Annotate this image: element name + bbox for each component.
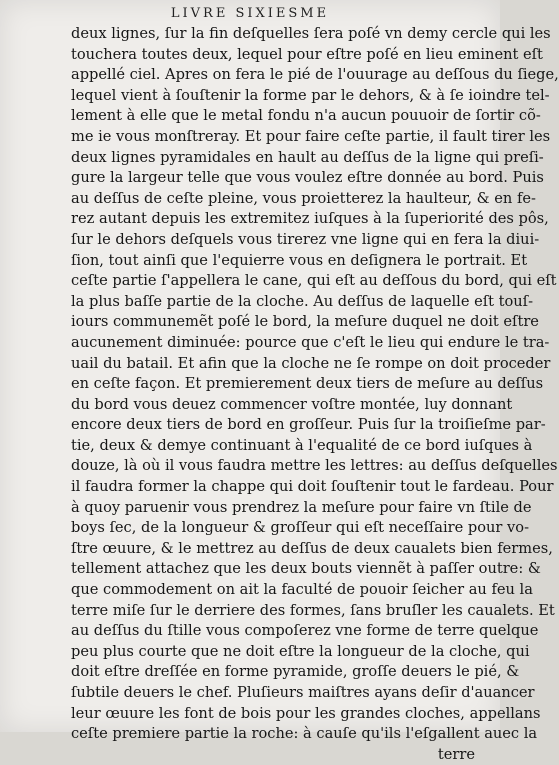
text-line: me ie vous monſtreray. Et pour faire ceſte partie, il fault tirer les	[71, 127, 551, 145]
text-line: que commodement on ait la faculté de pouoir ſeicher au feu la	[71, 581, 533, 599]
text-line: il faudra former la chappe qui doit ſouſtenir tout le fardeau. Pour	[71, 478, 554, 496]
body-text	[71, 24, 559, 765]
text-line: iours communemẽt poſé le bord, la meſure duquel ne doit eſtre	[71, 313, 539, 331]
text-line: ceſte premiere partie la roche: à cauſe qu'ils l'eſgallent auec la	[71, 725, 538, 743]
text-line: ſur le dehors deſquels vous tirerez vne ligne qui en fera la diui-	[71, 230, 540, 248]
text-line: deux lignes pyramidales en hault au deſſus de la ligne qui preſi-	[71, 148, 544, 166]
text-line: touchera toutes deux, lequel pour eſtre poſé en lieu eminent eſt	[71, 45, 543, 63]
text-line: ſtre œuure, & le mettrez au deſſus de deux caualets bien fermes,	[71, 539, 553, 557]
text-line: douze, là où il vous faudra mettre les lettres: au deſſus deſquelles	[71, 457, 558, 475]
text-line: lequel vient à ſouſtenir la forme par le dehors, & à ſe ioindre tel-	[71, 86, 550, 104]
text-line: terre	[437, 745, 475, 763]
text-line: tie, deux & demye continuant à l'equalité de ce bord iuſques à	[71, 436, 533, 454]
running-header: LIVRE SIXIESME	[170, 6, 330, 21]
text-line: terre miſe ſur le derriere des formes, ſans bruſler les caualets. Et	[71, 601, 555, 619]
text-line: à quoy paruenir vous prendrez la meſure pour faire vn ſtile de	[71, 498, 532, 516]
text-line: lement à elle que le metal fondu n'a aucun pouuoir de ſortir cõ-	[71, 107, 541, 125]
text-line: doit eſtre dreſſée en forme pyramide, groſſe deuers le pié, &	[71, 663, 520, 681]
text-line: la plus baſſe partie de la cloche. Au deſſus de laquelle eſt touſ-	[71, 292, 534, 310]
text-line: ceſte partie ſ'appellera le cane, qui eſt au deſſous du bord, qui eſt	[71, 272, 557, 290]
text-line: du bord vous deuez commencer voſtre montée, luy donnant	[71, 395, 513, 413]
text-line: ſion, tout ainſi que l'equierre vous en deſignera le portrait. Et	[71, 251, 528, 269]
text-line: uail du batail. Et afin que la cloche ne ſe rompe on doit proceder	[71, 354, 551, 372]
text-line: en ceſte façon. Et premierement deux tiers de meſure au deſſus	[71, 375, 544, 393]
text-line: deux lignes, ſur la fin deſquelles ſera poſé vn demy cercle qui les	[71, 25, 551, 42]
text-line: encore deux tiers de bord en groſſeur. Puis ſur la troiſieſme par-	[71, 416, 546, 434]
text-line: au deſſus du ſtille vous compoſerez vne forme de terre quelque	[71, 622, 539, 640]
text-line: peu plus courte que ne doit eſtre la longueur de la cloche, qui	[71, 642, 530, 660]
text-line: au deſſus de ceſte pleine, vous proietterez la haulteur, & en fe-	[71, 189, 536, 207]
text-line: boys ſec, de la longueur & groſſeur qui eſt neceſſaire pour vo-	[71, 519, 530, 537]
text-line: leur œuure les font de bois pour les grandes cloches, appellans	[71, 704, 541, 722]
text-line: gure la largeur telle que vous voulez eſtre donnée au bord. Puis	[71, 169, 544, 187]
text-line: aucunement diminuée: pource que c'eſt le lieu qui endure le tra-	[71, 333, 550, 351]
text-line: tellement attachez que les deux bouts viennẽt à paſſer outre: &	[71, 560, 541, 578]
text-line: ſubtile deuers le chef. Pluſieurs maiſtres ayans deſir d'auancer	[71, 684, 535, 701]
text-line: appellé ciel. Apres on fera le pié de l'ouurage au deſſous du ſiege,	[71, 66, 559, 84]
text-line: rez autant depuis les extremitez iuſques à la ſuperiorité des pôs,	[71, 210, 549, 228]
